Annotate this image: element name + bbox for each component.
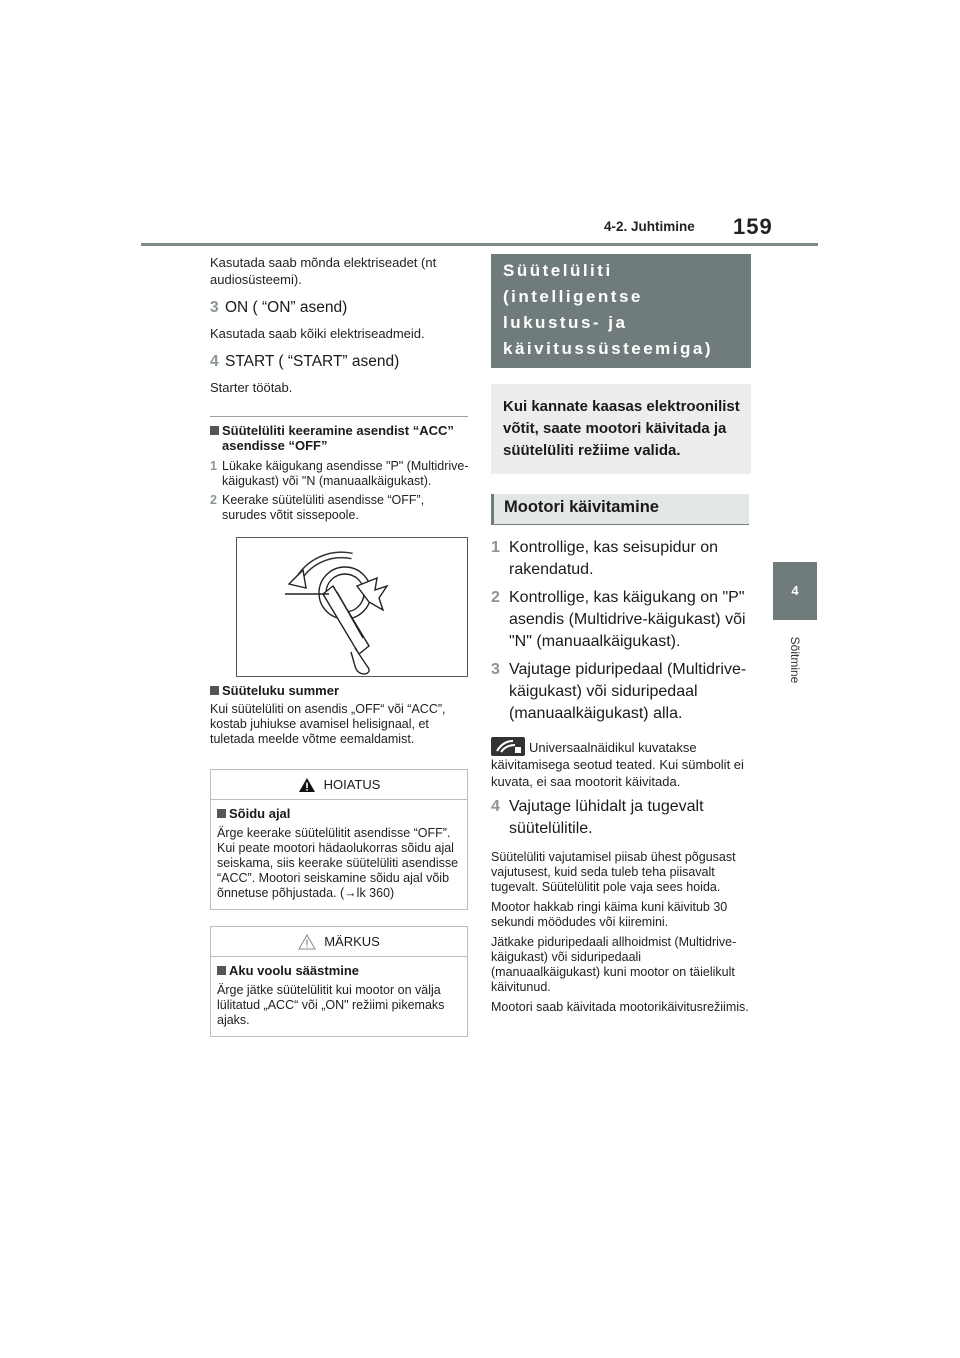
warning-box — [210, 769, 468, 910]
square-bullet-icon — [217, 966, 226, 975]
notice-icon — [298, 934, 316, 950]
intro-text: Kasutada saab mõnda elektriseadet (nt audiosüsteemi). — [210, 255, 437, 287]
notice-subhead-text: Aku voolu säästmine — [229, 963, 360, 978]
step-text: Kontrollige, kas seisupidur on rakendatud. — [509, 539, 719, 578]
section-header: 4-2. Juhtimine — [604, 219, 695, 234]
subsection-head — [210, 423, 470, 453]
step-number: 3 — [491, 661, 500, 678]
subsection-head — [210, 683, 470, 698]
warning-header — [211, 770, 467, 800]
step-text: Lükake käigukang asendisse "P" (Multidrive-käigukast) või "N (manuaalkäigukast). — [222, 459, 469, 488]
turn-step-1 — [210, 459, 470, 489]
square-bullet-icon — [210, 686, 219, 695]
square-bullet-icon — [217, 809, 226, 818]
intro-box: Kui kannate kaasas elektroonilist võtit, saate mootori käivitada ja süütelüliti režiime valida. — [491, 384, 751, 474]
left-column — [210, 254, 470, 1037]
step-number: 3 — [210, 299, 219, 316]
start-step-2 — [491, 587, 753, 653]
step-title: START ( “START” asend) — [225, 353, 400, 370]
subsection-title: Süütelüliti keeramine asendist “ACC” asendisse “OFF” — [222, 423, 454, 453]
buzzer-text: Kui süütelüliti on asendis „OFF“ või “ACC”, kostab juhiukse avamisel helisignaal, et tuletada meelde võtme eemaldamist. — [210, 702, 446, 746]
brake-indicator-icon — [491, 737, 525, 756]
warning-title: HOIATUS — [323, 777, 381, 792]
chapter-tab: 4 — [773, 562, 817, 620]
start-step-4 — [491, 796, 753, 840]
notice-body — [211, 957, 467, 1036]
step-number: 1 — [491, 539, 500, 556]
chapter-label — [775, 615, 815, 705]
step-text: Vajutage piduripedaal (Multidrive-käigukast) või siduripedaal (manuaalkäigukast) alla. — [509, 661, 747, 722]
step-text: Starter töötab. — [210, 380, 293, 395]
subheading: Mootori käivitamine — [491, 494, 749, 525]
step-number: 2 — [491, 589, 500, 606]
step-number: 2 — [210, 493, 217, 507]
warning-text: Ärge keerake süütelülitit asendisse “OFF”. Kui peate mootori hädaolukorras sõidu ajal seiskama, siis keerake süütelüliti asendisse “ACC”. Mootori seiskamine sõidu ajal võib õnnetuse põhjustada. (→lk 360) — [217, 826, 459, 900]
warning-subhead-text: Sõidu ajal — [229, 806, 291, 821]
info-para-1: Süütelüliti vajutamisel piisab ühest põgusast vajutusest, kuid seda tuleb teha piisavalt tugevalt. Süütelülitit pole vaja sees hoida. — [491, 850, 736, 894]
notice-title: MÄRKUS — [324, 934, 380, 949]
header-rule — [141, 243, 818, 246]
step-number: 4 — [210, 353, 219, 370]
step-number: 1 — [210, 459, 217, 473]
section-title: Süütelüliti (intelligentse lukustus- ja käivitussüsteemiga) — [491, 254, 751, 368]
step-on — [210, 297, 470, 319]
icon-note-rest: käivitamisega seotud teated. Kui sümbolit ei kuvata, ei saa mootorit käivitada. — [491, 757, 744, 789]
subsection-title: Süüteluku summer — [222, 683, 340, 698]
ignition-key-illustration — [237, 538, 467, 676]
step-text: Kasutada saab kõiki elektriseadmeid. — [210, 326, 425, 341]
step-text: Vajutage lühidalt ja tugevalt süütelülitile. — [509, 798, 704, 837]
divider — [210, 416, 468, 417]
right-column — [491, 254, 753, 1015]
notice-box — [210, 926, 468, 1037]
step-text: Keerake süütelüliti asendisse “OFF”, surudes võtit sissepoole. — [222, 493, 425, 522]
chapter-label-text: Sõitmine — [788, 636, 802, 684]
step-text: Kontrollige, kas käigukang on "P" asendis (Multidrive-käigukast) või "N" (manuaalkäigukast). — [509, 589, 746, 650]
page-number: 159 — [733, 214, 773, 239]
step-number: 4 — [491, 798, 500, 815]
start-step-3 — [491, 659, 753, 725]
warning-subhead — [217, 806, 461, 821]
notice-text: Ärge jätke süütelülitit kui mootor on välja lülitatud „ACC“ või „ON" režiimi pikemaks ajaks. — [217, 983, 445, 1027]
square-bullet-icon — [210, 426, 219, 435]
notice-subhead — [217, 963, 461, 978]
ignition-key-figure — [236, 537, 468, 677]
warning-icon — [298, 777, 316, 793]
icon-note — [491, 737, 753, 790]
info-para-2: Mootor hakkab ringi käima kuni käivitub 30 sekundi möödudes või kiiremini. — [491, 900, 728, 929]
start-step-1 — [491, 537, 753, 581]
icon-note-first: Universaalnäidikul kuvatakse — [529, 740, 697, 755]
step-title: ON ( “ON” asend) — [225, 299, 348, 316]
notice-header — [211, 927, 467, 957]
turn-step-2 — [210, 493, 470, 523]
step-start — [210, 351, 470, 373]
info-para-4: Mootori saab käivitada mootorikäivitusrežiimis. — [491, 1000, 749, 1014]
info-para-3: Jätkake piduripedaali allhoidmist (Multidrive-käigukast) või siduripedaali (manuaalkäigukast) kuni mootor on täielikult käivitunud. — [491, 935, 737, 994]
warning-body — [211, 800, 467, 909]
